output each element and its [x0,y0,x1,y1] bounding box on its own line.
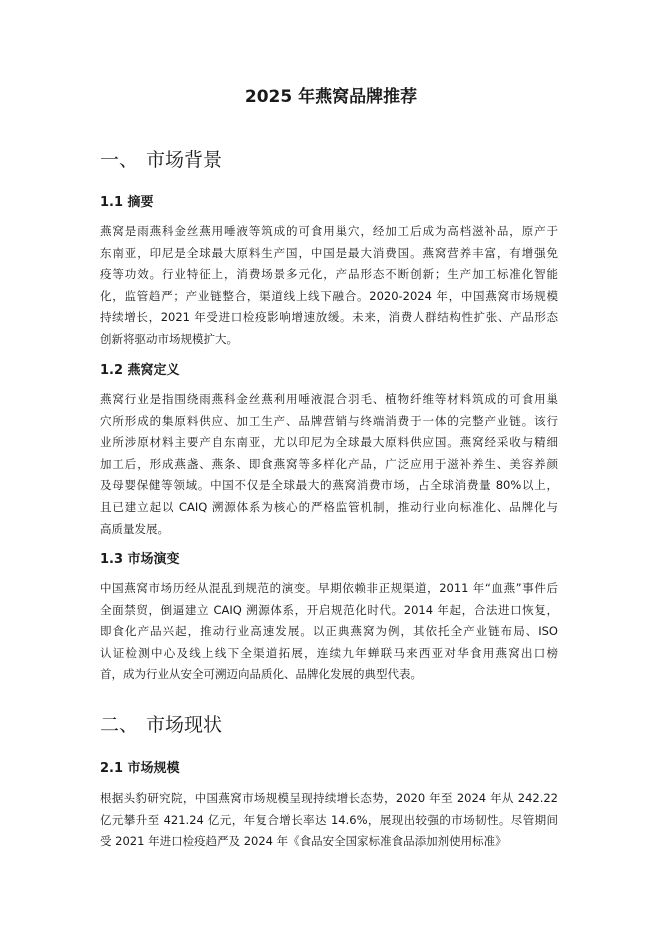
section-number: 二、 [100,714,139,736]
paragraph-line: 全面禁贸，倒逼建立 CAIQ 溯源体系，开启规范化时代。2014 年起，合法进口恢复， [100,602,558,617]
paragraph-line: 且已建立起以 CAIQ 溯源体系为核心的严格监管机制，推动行业向标准化、品牌化与 [100,499,558,514]
paragraph-line: 加工后，形成燕盏、燕条、即食燕窝等多样化产品，广泛应用于滋补养生、美容养颜 [100,456,558,471]
section-number: 一、 [100,149,139,171]
subsection-heading-market-size: 2.1 市场规模 [100,761,180,776]
subsection-heading-definition: 1.2 燕窝定义 [100,363,180,378]
paragraph-line: 及母婴保健等领域。中国不仅是全球最大的燕窝消费市场，占全球消费量 80%以上， [100,478,558,493]
subsection-heading-summary: 1.1 摘要 [100,195,154,210]
section-heading-market-background [100,148,222,172]
paragraph-line: 认证检测中心及线上线下全渠道拓展，连续九年蝉联马来西亚对华食用燕窝出口榜 [100,645,558,660]
paragraph-line: 受 2021 年进口检疫趋严及 2024 年《食品安全国家标准食品添加剂使用标准》 [100,834,507,849]
paragraph-line: 持续增长，2021 年受进口检疫影响增速放缓。未来，消费人群结构性扩张、产品形态 [100,310,558,325]
subsection-heading-market-evolution: 1.3 市场演变 [100,552,180,567]
paragraph-line: 业所涉原材料主要产自东南亚，尤以印尼为全球最大原料供应国。燕窝经采收与精细 [100,435,558,450]
paragraph-line: 高质量发展。 [100,521,169,536]
paragraph-line: 燕窝是雨燕科金丝燕用唾液等筑成的可食用巢穴，经加工后成为高档滋补品，原产于 [100,224,558,238]
paragraph-line: 创新将驱动市场规模扩大。 [100,331,238,346]
paragraph-line: 中国燕窝市场历经从混乱到规范的演变。早期依赖非正规渠道，2011 年“血燕”事件后 [100,581,558,595]
paragraph-line: 化，监管趋严；产业链整合，渠道线上线下融合。2020-2024 年，中国燕窝市场规模 [100,288,558,303]
paragraph-market-evolution [100,578,558,686]
document-title: 2025 年燕窝品牌推荐 [244,87,418,107]
paragraph-line: 即食化产品兴起，推动行业高速发展。以正典燕窝为例，其依托全产业链布局、ISO [100,624,558,639]
paragraph-line: 东南亚，印尼是全球最大原料生产国，中国是最大消费国。燕窝营养丰富，有增强免 [100,245,558,260]
paragraph-line: 根据头豹研究院，中国燕窝市场规模呈现持续增长态势，2020 年至 2024 年从 242.22 [100,791,558,805]
paragraph-line: 燕窝行业是指围绕雨燕科金丝燕利用唾液混合羽毛、植物纤维等材料筑成的可食用巢 [100,392,558,406]
section-heading-market-status [100,713,222,737]
paragraph-line: 首，成为行业从安全可溯迈向品质化、品牌化发展的典型代表。 [100,667,422,682]
section-title: 市场背景 [146,149,223,171]
paragraph-summary [100,221,558,351]
paragraph-line: 疫等功效。行业特征上，消费场景多元化，产品形态不断创新；生产加工标准化智能 [100,267,558,282]
paragraph-market-size [100,788,558,853]
paragraph-line: 亿元攀升至 421.24 亿元，年复合增长率达 14.6%，展现出较强的市场韧性。尽管期间 [100,812,558,827]
paragraph-line: 穴所形成的集原料供应、加工生产、品牌营销与终端消费于一体的完整产业链。该行 [100,413,558,428]
section-title: 市场现状 [146,714,223,736]
paragraph-definition [100,389,558,540]
